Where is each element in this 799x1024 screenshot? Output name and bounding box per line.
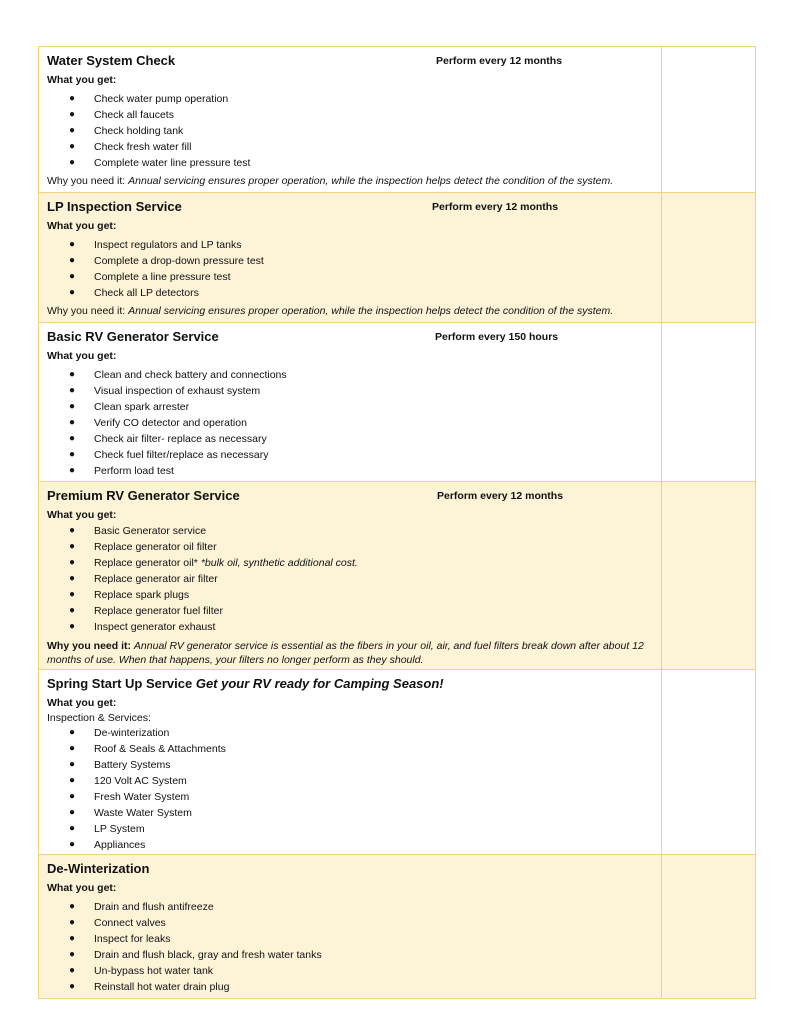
why-text: Annual servicing ensures proper operation, while the inspection helps detect the condition of the system. [128,175,614,187]
service-row-water-system [39,47,756,193]
list-item: ● Clean and check battery and connections [69,369,287,381]
why-label: Why you need it: [47,305,126,317]
bullet-icon: ● [69,109,76,120]
list-item: ● Check water pump operation [69,93,229,105]
service-title: Basic RV Generator Service [47,329,219,344]
service-item-list [47,725,653,853]
bullet-icon: ● [69,255,76,266]
list-item: ● Un-bypass hot water tank [69,965,214,977]
why-you-need-it [47,639,653,667]
bullet-icon: ● [69,93,76,104]
service-frequency: Perform every 12 months [436,55,563,67]
bullet-icon: ● [69,449,76,460]
service-title [47,676,444,691]
what-you-get-label: What you get: [47,220,117,232]
bullet-icon: ● [69,369,76,380]
service-title: De-Winterization [47,861,150,876]
list-item: ● Inspect regulators and LP tanks [69,239,242,251]
bullet-icon: ● [69,917,76,928]
bullet-icon: ● [69,287,76,298]
service-frequency: Perform every 150 hours [435,331,559,343]
service-row-premium-generator [39,482,756,670]
bullet-icon: ● [69,807,76,818]
service-title: Premium RV Generator Service [47,488,240,503]
bullet-icon: ● [69,759,76,770]
what-you-get-label: What you get: [47,509,117,521]
service-item-list [47,91,653,171]
what-you-get-label: What you get: [47,697,117,709]
why-label: Why you need it: [47,640,131,652]
bullet-icon: ● [69,605,76,616]
bullet-icon: ● [69,823,76,834]
service-row-spring-start-up [39,670,756,855]
bullet-icon: ● [69,541,76,552]
list-item: ● Replace generator oil* *bulk oil, synthetic additional cost. [69,557,358,569]
bullet-icon: ● [69,401,76,412]
bullet-icon: ● [69,965,76,976]
service-cell [39,855,662,999]
bullet-icon: ● [69,791,76,802]
bullet-icon: ● [69,417,76,428]
bullet-icon: ● [69,743,76,754]
what-you-get-label: What you get: [47,882,117,894]
list-item: ● Check air filter- replace as necessary [69,433,267,445]
list-item: ● Check all LP detectors [69,287,199,299]
list-item: ● Battery Systems [69,759,171,771]
list-item: ● Replace generator oil filter [69,541,217,553]
list-item: ● Check all faucets [69,109,174,121]
list-item: ● Check fresh water fill [69,141,192,153]
what-you-get-label: What you get: [47,74,117,86]
service-item-list [47,367,653,479]
service-row-basic-generator [39,323,756,482]
bullet-icon: ● [69,239,76,250]
list-item: ● Replace spark plugs [69,589,190,601]
service-cell [39,482,662,670]
service-title: LP Inspection Service [47,199,182,214]
service-item-list [47,237,653,301]
bullet-icon: ● [69,433,76,444]
service-cell [39,47,662,193]
list-item: ● Inspect generator exhaust [69,621,216,633]
list-item: ● Reinstall hot water drain plug [69,981,230,993]
service-title-text: Spring Start Up Service [47,676,193,691]
service-item-list [47,899,653,995]
why-you-need-it [47,174,653,188]
side-cell [662,47,756,193]
why-text: Annual RV generator service is essential as the fibers in your oil, air, and fuel filters break down after about 12 months of use. When that happens, your filters no longer perform as they should. [47,640,644,666]
list-item: ● Appliances [69,839,146,851]
why-you-need-it [47,304,653,318]
service-title: Water System Check [47,53,176,68]
list-item: ● Basic Generator service [69,525,207,537]
list-item: ● Check holding tank [69,125,184,137]
list-item: ● Perform load test [69,465,174,477]
bullet-icon: ● [69,125,76,136]
bullet-icon: ● [69,525,76,536]
bullet-icon: ● [69,589,76,600]
list-item: ● Complete a drop-down pressure test [69,255,264,267]
list-item: ● Drain and flush black, gray and fresh water tanks [69,949,322,961]
bullet-icon: ● [69,933,76,944]
service-subtitle: Get your RV ready for Camping Season! [195,676,444,691]
bullet-icon: ● [69,141,76,152]
service-cell [39,670,662,855]
list-item: ● Check fuel filter/replace as necessary [69,449,269,461]
service-item-list [47,523,653,635]
bullet-icon: ● [69,557,76,568]
what-you-get-label: What you get: [47,350,117,362]
item-note: *bulk oil, synthetic additional cost. [200,557,358,569]
inspection-services-label: Inspection & Services: [47,712,151,724]
list-item: ● 120 Volt AC System [69,775,187,787]
service-frequency: Perform every 12 months [437,490,564,502]
bullet-icon: ● [69,465,76,476]
list-item: ● Inspect for leaks [69,933,171,945]
list-item: ● Replace generator air filter [69,573,218,585]
service-row-lp-inspection [39,193,756,323]
list-item: ● Roof & Seals & Attachments [69,743,226,755]
list-item: ● Drain and flush antifreeze [69,901,214,913]
why-text: Annual servicing ensures proper operation, while the inspection helps detect the condition of the system. [128,305,614,317]
side-cell [662,482,756,670]
service-frequency: Perform every 12 months [432,201,559,213]
side-cell [662,670,756,855]
list-item: ● De-winterization [69,727,170,739]
list-item: ● Complete water line pressure test [69,157,251,169]
service-cell [39,323,662,482]
bullet-icon: ● [69,573,76,584]
bullet-icon: ● [69,839,76,850]
bullet-icon: ● [69,621,76,632]
service-cell [39,193,662,323]
bullet-icon: ● [69,901,76,912]
bullet-icon: ● [69,385,76,396]
services-table [38,46,756,999]
list-item: ● Connect valves [69,917,166,929]
why-label: Why you need it: [47,175,126,187]
side-cell [662,193,756,323]
service-row-de-winterization [39,855,756,999]
bullet-icon: ● [69,981,76,992]
list-item: ● Waste Water System [69,807,192,819]
list-item: ● Fresh Water System [69,791,190,803]
bullet-icon: ● [69,271,76,282]
bullet-icon: ● [69,727,76,738]
list-item: ● Replace generator fuel filter [69,605,223,617]
list-item: ● Visual inspection of exhaust system [69,385,261,397]
side-cell [662,323,756,482]
list-item: ● Clean spark arrester [69,401,190,413]
bullet-icon: ● [69,157,76,168]
bullet-icon: ● [69,775,76,786]
list-item: ● LP System [69,823,145,835]
bullet-icon: ● [69,949,76,960]
side-cell [662,855,756,999]
list-item: ● Verify CO detector and operation [69,417,247,429]
list-item: ● Complete a line pressure test [69,271,231,283]
